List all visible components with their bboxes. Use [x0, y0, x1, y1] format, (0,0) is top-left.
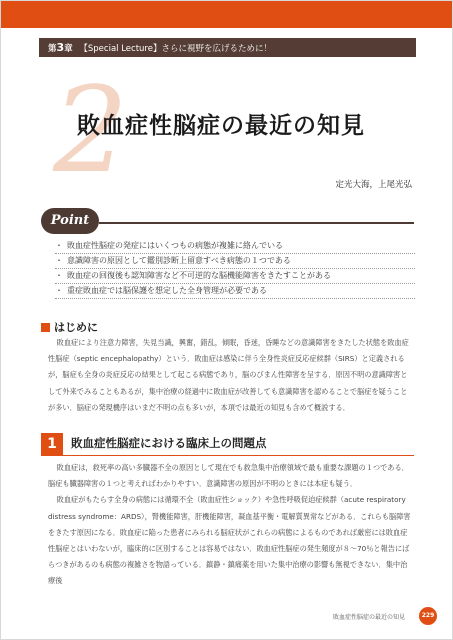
- intro-paragraph: 敗血症により注意力障害，失見当識，興奮，錯乱，傾眠，昏迷，昏睡などの意識障害をきたした状態を敗血症性脳症（septic encephalopathy）という．敗血症は感染に伴う全身性炎症反応症候群（SIRS）と定義されるが，脳症も全身の炎症反応の結果として起こる病態であり，脳のびまん性障害を呈する．原因不明の意識障害として外来でみることもあるが，集中治療の経過中に敗血症が改善しても意識障害を認めることで脳症を疑うことが多い．脳症の発現機序はいまだ不明の点も多いが，本項では最近の知見も含めて概説する．: [48, 338, 409, 412]
- point-item: ・ 敗血症性脳症の発症にはいくつもの病態が複雑に絡んでいる: [55, 239, 415, 254]
- section-body: [48, 460, 414, 590]
- intro-body: [48, 335, 414, 416]
- point-divider: [99, 222, 414, 224]
- section-paragraph: 敗血症は，救死率の高い多臓器不全の原因として現在でも救急集中治療領域で最も重要な課題の１つである．脳症も臓器障害の１つと考えればわかりやすい．意識障害の原因が不明のときには本症も疑う．: [48, 463, 409, 489]
- section-paragraph: 敗血症がもたらす全身の病態には循環不全（敗血症性ショック）や急性呼吸促迫症候群（acute respiratory distress syndrome：ARDS），腎機能障害，肝機能障害，凝血基平衡・電解質異常などがある．これらも脳障害をきたす原因になる．敗血症に陥った患者にみられる脳症状がこれらの病態によるものであれば厳密には敗血症性脳症とはいわないが，臨床的に区別することは容易ではない．敗血症性脳症の発生頻度が８～70％と報告にばらつきがあるのも病態の複雑さを物語っている．鎮静・鎮痛薬を用いた集中治療の影響も無視できない．集中治療後: [48, 495, 411, 586]
- chapter-title: 【Special Lecture】さらに視野を広げるために！: [79, 44, 272, 54]
- page-number: 229: [419, 607, 437, 625]
- chapter-number: 第3章: [48, 41, 73, 54]
- intro-heading: はじめに: [41, 319, 98, 335]
- point-item: ・ 重症敗血症では脳保護を想定した全身管理が必要である: [55, 284, 415, 299]
- point-badge: Point: [41, 208, 99, 234]
- running-footer: 敗血症性脳症の最近の知見: [332, 614, 405, 621]
- point-list: [55, 239, 415, 299]
- section-number-badge: 1: [41, 433, 63, 455]
- top-accent-bar: [1, 1, 453, 28]
- bullet-icon: ・: [55, 271, 63, 280]
- article-title: 敗血症性脳症の最近の知見: [77, 113, 365, 139]
- point-item: ・ 敗血症の回復後も認知障害など不可逆的な脳機能障害をきたすことがある: [55, 269, 415, 284]
- bullet-icon: ・: [55, 241, 63, 250]
- section-title: 敗血症性脳症における臨床上の問題点: [71, 436, 267, 450]
- bullet-icon: ・: [55, 286, 63, 295]
- chapter-band: [39, 38, 416, 57]
- section-underline: [41, 455, 414, 456]
- point-item: ・ 意識障害の原因として鑑別診断上留意すべき病態の１つである: [55, 254, 415, 269]
- square-marker-icon: [41, 323, 50, 332]
- article-authors: 定光大海，上尾光弘: [335, 180, 412, 190]
- bullet-icon: ・: [55, 256, 63, 265]
- article-number: 2: [53, 61, 129, 199]
